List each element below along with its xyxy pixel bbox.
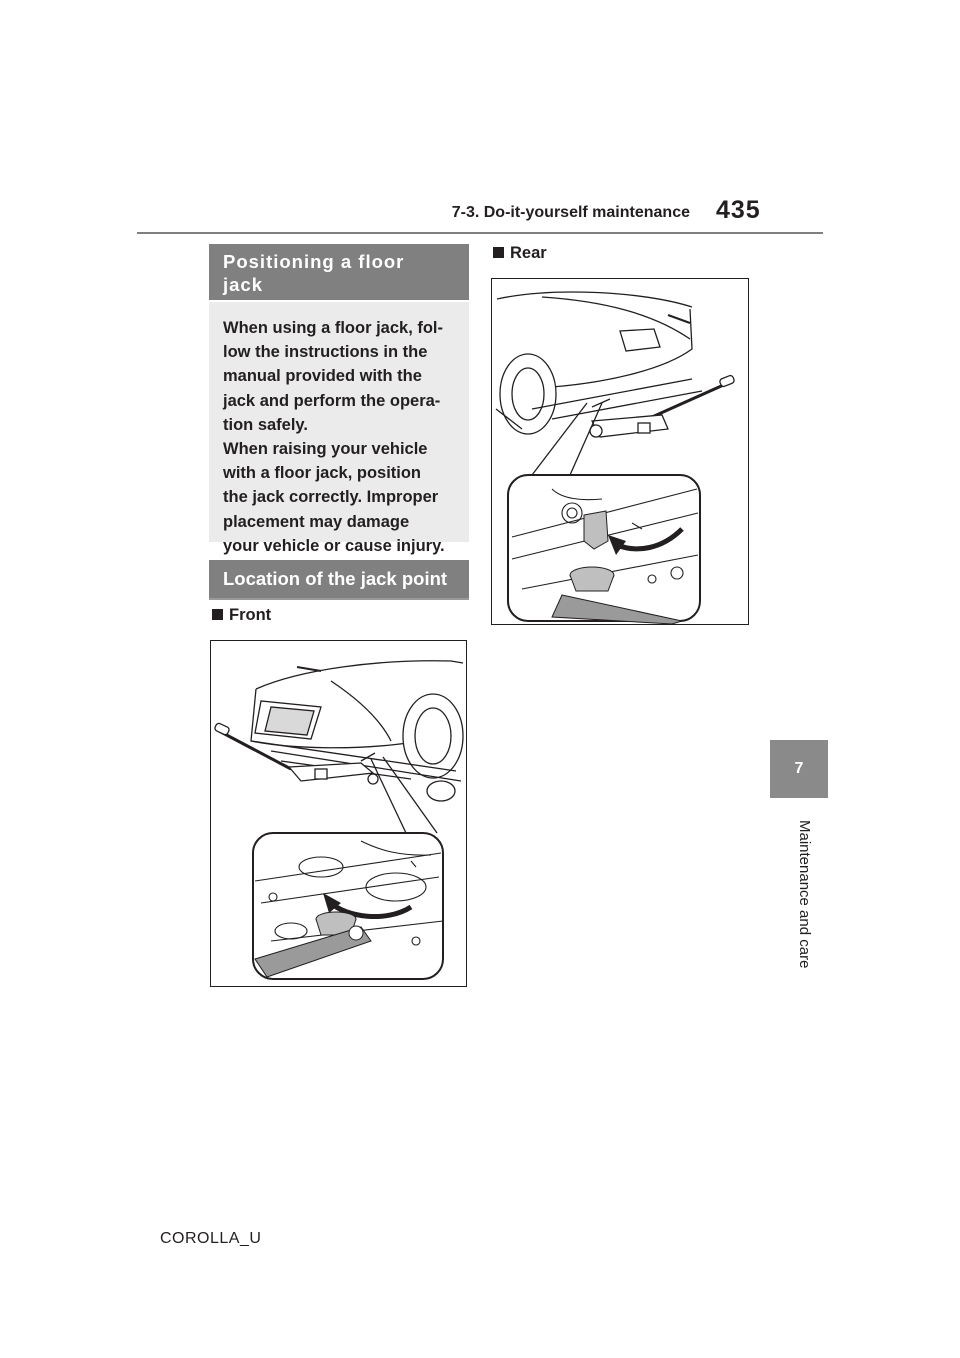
instruction-line: placement may damage	[223, 512, 410, 531]
section-title: 7-3. Do-it-yourself maintenance	[451, 204, 690, 221]
front-subheading	[212, 606, 271, 625]
front-label: Front	[229, 606, 272, 624]
positioning-heading	[209, 244, 469, 300]
chapter-number: 7	[794, 760, 804, 777]
front-jack-illustration	[210, 640, 467, 987]
chapter-title-vertical	[793, 820, 813, 990]
chapter-tab	[770, 740, 828, 798]
location-heading: Location of the jack point	[209, 560, 469, 598]
chapter-title: Maintenance and care	[796, 820, 813, 969]
instruction-line: jack and perform the opera-	[223, 391, 441, 410]
positioning-heading-line1: Positioning a floor	[223, 251, 405, 272]
instruction-line: low the instructions in the	[223, 343, 428, 362]
positioning-instructions	[209, 302, 469, 555]
instruction-line: the jack correctly. Improper	[223, 488, 439, 507]
rear-jack-drawing	[492, 279, 748, 624]
square-bullet-icon	[212, 609, 223, 620]
instruction-line: manual provided with the	[223, 367, 422, 386]
instruction-line: When raising your vehicle	[223, 440, 428, 459]
header-divider	[137, 232, 823, 234]
square-bullet-icon	[493, 247, 504, 258]
footer-model: COROLLA_U	[160, 1230, 262, 1247]
location-heading-rule	[209, 598, 469, 600]
positioning-heading-line2: jack	[223, 274, 264, 295]
rear-jack-illustration	[491, 278, 749, 625]
instruction-line: When using a floor jack, fol-	[223, 319, 444, 337]
front-jack-drawing	[211, 641, 466, 986]
instruction-line: with a floor jack, position	[223, 464, 422, 483]
rear-subheading	[493, 244, 547, 263]
rear-label: Rear	[510, 244, 547, 262]
instruction-line: tion safely.	[223, 415, 308, 434]
page-number: 435	[716, 196, 761, 224]
instruction-line: your vehicle or cause injury.	[223, 536, 445, 555]
